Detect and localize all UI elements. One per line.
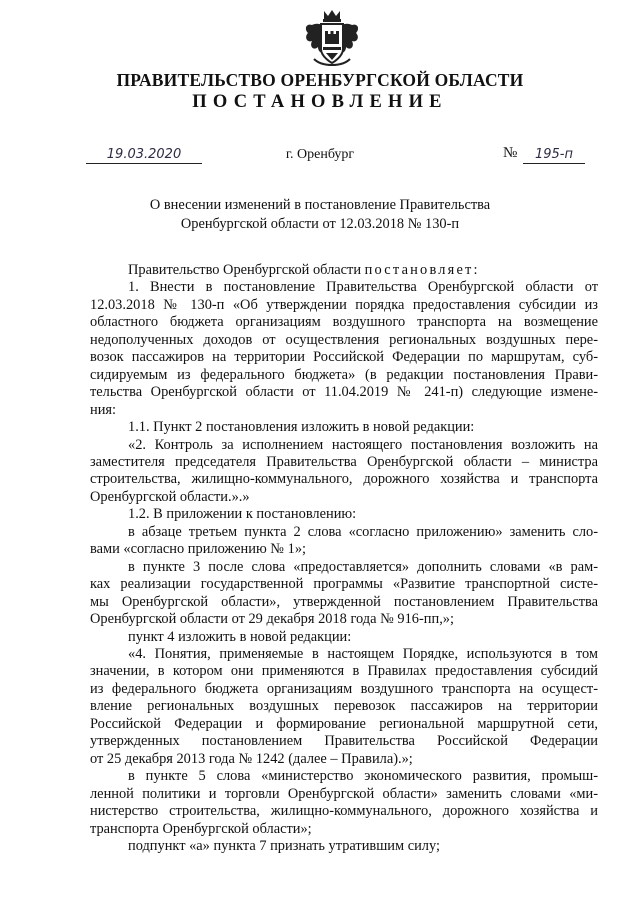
text-line: в пункте 3 после слова «предоставляется» дополнить словами «в рам- (128, 558, 598, 575)
organization-title: ПРАВИТЕЛЬСТВО ОРЕНБУРГСКОЙ ОБЛАСТИ (116, 70, 524, 90)
text-line: «4. Понятия, применяемые в настоящем Порядке, используются в том (128, 645, 598, 662)
quote-point-2 (90, 437, 598, 507)
text-line: Оренбургской области от 29 декабря 2018 года № 916-пп,»; (90, 611, 454, 628)
text-line: строительства, жилищно-коммунального, дорожного хозяйства и транспорта (90, 471, 598, 488)
document-type-title: ПОСТАНОВЛЕНИЕ (192, 92, 448, 112)
text-line: в пункте 5 слова «министерство экономического развития, промыш- (128, 768, 598, 785)
document-subject (0, 196, 640, 234)
paragraph-1 (90, 279, 598, 419)
text-line: Оренбургской области.».» (90, 488, 250, 505)
paragraph-1-1 (90, 419, 598, 436)
text-line: 1. Внести в постановление Правительства Оренбургской области от (128, 279, 598, 296)
text-line: нистерство строительства, жилищно-коммунального, дорожного хозяйства и (90, 803, 598, 820)
text-line: значении, в котором они применяются в Правилах предоставления субсидий (90, 663, 598, 680)
text-line: вами «согласно приложению № 1»; (90, 541, 307, 558)
document-date: 19.03.2020 (86, 147, 202, 164)
text-line: «2. Контроль за исполнением настоящего постановления возложить на (128, 436, 598, 453)
text-line: из федерального бюджета организациям воздушного транспорта на осущест- (90, 680, 598, 697)
text-line: транспорта Оренбургской области»; (90, 820, 312, 837)
intro-text: Правительство Оренбургской области (128, 262, 365, 278)
text-line: Российской Федерации и формирование региональной маршрутной сети, (90, 715, 598, 732)
text-line: от 25 декабря 2013 года № 1242 (далее – Правила).»; (90, 750, 413, 767)
quote-point-4 (90, 646, 598, 768)
coat-of-arms-icon (304, 7, 360, 69)
text-line: 12.03.2018 № 130-п «Об утверждении порядка предоставления субсидии из (90, 296, 598, 313)
paragraph-punkt-3 (90, 559, 598, 629)
document-number: 195-п (523, 147, 585, 164)
intro-keyword: постановляет: (364, 262, 480, 278)
paragraph-punkt-4 (90, 629, 598, 646)
text-line: возок пассажиров на территории Российской Федерации по маршрутам, суб- (90, 349, 598, 366)
text-line: в абзаце третьем пункта 2 слова «согласно приложению» заменить сло- (128, 523, 598, 540)
text-line: тельства Оренбургской области от 11.04.2019 № 241-п) следующие измене- (90, 384, 598, 401)
text-line: вление региональных воздушных перевозок пассажиров на территории (90, 698, 598, 715)
text-line: ках реализации государственной программы «Развитие транспортной систе- (90, 576, 598, 593)
text-line: ния: (90, 401, 117, 418)
document-body (90, 262, 598, 855)
text-line: пункт 4 изложить в новой редакции: (128, 628, 352, 645)
subject-line: Оренбургской области от 12.03.2018 № 130-п (180, 216, 460, 232)
text-line: подпункт «а» пункта 7 признать утратившим силу; (128, 837, 440, 854)
paragraph-punkt-5 (90, 768, 598, 838)
intro-paragraph (90, 262, 598, 279)
paragraph-punkt-7 (90, 838, 598, 855)
text-line: сидируемым из федерального бюджета» (в редакции постановления Прави- (90, 366, 598, 383)
text-line: 1.2. В приложении к постановлению: (128, 506, 357, 523)
text-line: ленной политики и торговли Оренбургской области» заменить словами «ми- (90, 785, 598, 802)
text-line: 1.1. Пункт 2 постановления изложить в новой редакции: (128, 419, 475, 436)
paragraph-abzac (90, 524, 598, 559)
text-line: утвержденных постановлением Правительства Российской Федерации (90, 733, 598, 750)
paragraph-1-2 (90, 506, 598, 523)
subject-line: О внесении изменений в постановление Правительства (149, 197, 491, 213)
text-line: заместителя председателя Правительства Оренбургской области – министра (90, 453, 598, 470)
document-city: г. Оренбург (285, 147, 355, 162)
text-line: областного бюджета организациям воздушного транспорта на возмещение (90, 314, 598, 331)
text-line: мы Оренбургской области», утвержденной постановлением Правительства (90, 593, 598, 610)
text-line: недополученных доходов от осуществления региональных воздушных пере- (90, 331, 598, 348)
number-label: № (503, 145, 518, 161)
